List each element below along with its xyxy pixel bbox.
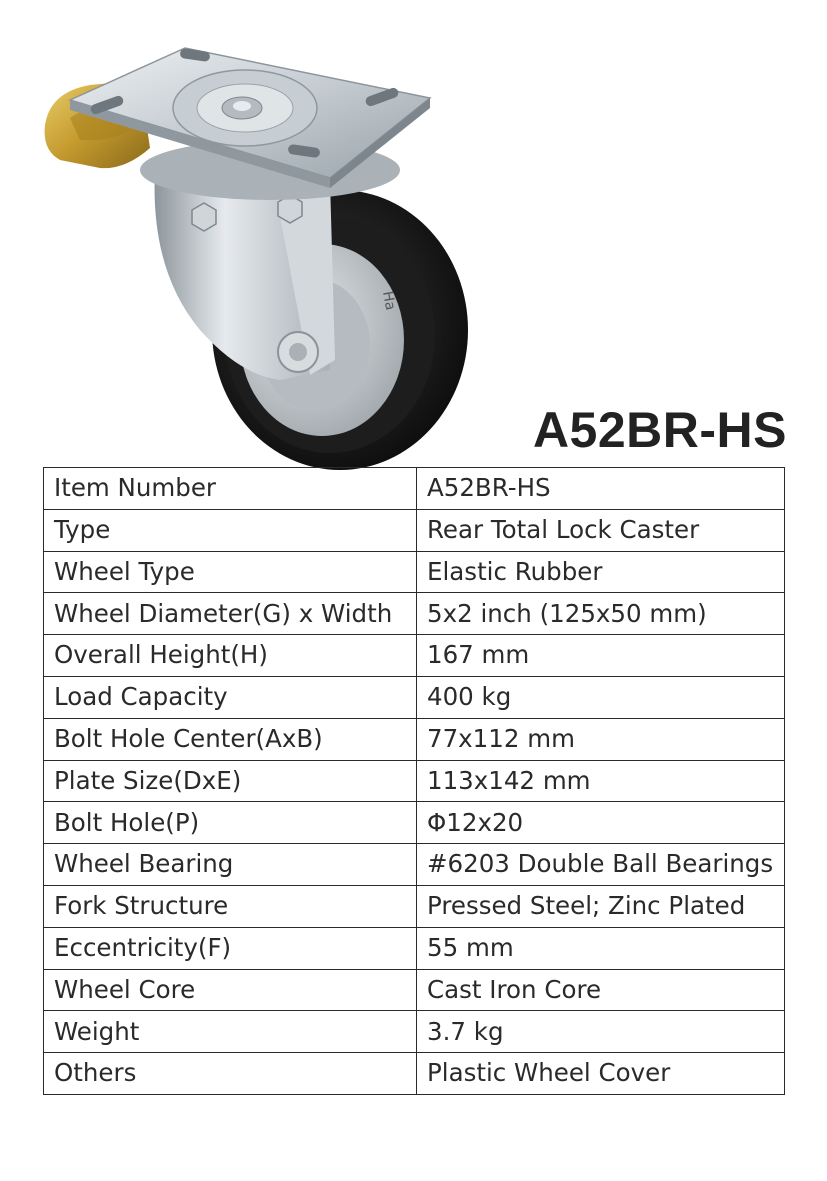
spec-value: Plastic Wheel Cover — [417, 1053, 785, 1095]
spec-row — [44, 635, 785, 677]
spec-row — [44, 718, 785, 760]
spec-value: Rear Total Lock Caster — [417, 509, 785, 551]
spec-value: 55 mm — [417, 927, 785, 969]
spec-row — [44, 885, 785, 927]
spec-value: Cast Iron Core — [417, 969, 785, 1011]
spec-label: Wheel Bearing — [44, 844, 417, 886]
spec-row — [44, 468, 785, 510]
spec-row — [44, 802, 785, 844]
spec-value: 77x112 mm — [417, 718, 785, 760]
spec-value: Φ12x20 — [417, 802, 785, 844]
spec-value: Pressed Steel; Zinc Plated — [417, 885, 785, 927]
svg-text:Ha: Ha — [379, 289, 399, 312]
spec-label: Bolt Hole Center(AxB) — [44, 718, 417, 760]
spec-label: Bolt Hole(P) — [44, 802, 417, 844]
spec-table — [43, 467, 785, 1095]
spec-value: 113x142 mm — [417, 760, 785, 802]
spec-label: Others — [44, 1053, 417, 1095]
spec-row — [44, 760, 785, 802]
spec-value: 400 kg — [417, 676, 785, 718]
spec-value: #6203 Double Ball Bearings — [417, 844, 785, 886]
spec-label: Wheel Diameter(G) x Width — [44, 593, 417, 635]
spec-row — [44, 1011, 785, 1053]
spec-row — [44, 509, 785, 551]
spec-row — [44, 969, 785, 1011]
spec-label: Fork Structure — [44, 885, 417, 927]
spec-row — [44, 927, 785, 969]
spec-label: Eccentricity(F) — [44, 927, 417, 969]
spec-label: Overall Height(H) — [44, 635, 417, 677]
product-image — [30, 30, 500, 470]
model-title: A52BR-HS — [532, 402, 787, 458]
spec-label: Item Number — [44, 468, 417, 510]
spec-row — [44, 676, 785, 718]
spec-label: Plate Size(DxE) — [44, 760, 417, 802]
spec-row — [44, 844, 785, 886]
spec-value: 167 mm — [417, 635, 785, 677]
spec-value: A52BR-HS — [417, 468, 785, 510]
spec-row — [44, 551, 785, 593]
spec-label: Load Capacity — [44, 676, 417, 718]
spec-value: Elastic Rubber — [417, 551, 785, 593]
spec-value: 5x2 inch (125x50 mm) — [417, 593, 785, 635]
spec-label: Type — [44, 509, 417, 551]
spec-row — [44, 593, 785, 635]
spec-row — [44, 1053, 785, 1095]
spec-label: Wheel Type — [44, 551, 417, 593]
spec-value: 3.7 kg — [417, 1011, 785, 1053]
spec-label: Wheel Core — [44, 969, 417, 1011]
spec-label: Weight — [44, 1011, 417, 1053]
